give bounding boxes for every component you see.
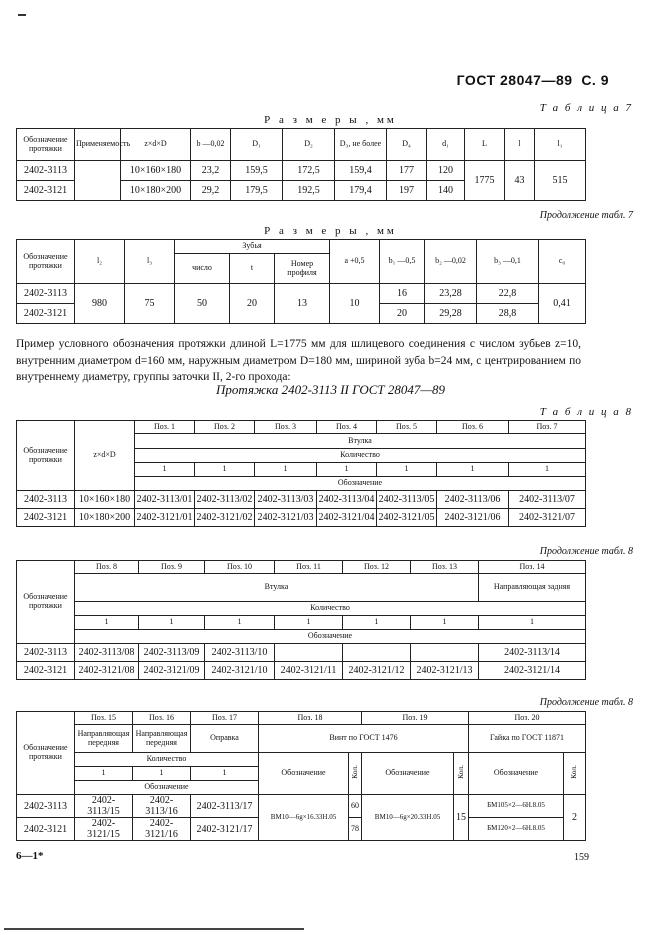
t7-r1-c9: 1775	[465, 161, 505, 201]
standard-code: ГОСТ 28047—89	[456, 72, 573, 88]
t8b-q9: 1	[139, 616, 205, 630]
t7b-r1-c9: 22,8	[477, 284, 539, 304]
t8-q1: 1	[135, 463, 195, 477]
t8-pos4: Поз. 4	[317, 421, 377, 434]
t8c-pos20: Поз. 20	[469, 712, 586, 725]
page-label: С. 9	[581, 72, 609, 88]
t8-h-zdd: z×d×D	[75, 421, 135, 491]
t7-h-d1small: d₁	[427, 129, 465, 161]
t7-h-zdd: z×d×D	[121, 129, 191, 161]
t8c-r1-kol18: 60	[349, 795, 362, 818]
t7-r2-c6: 179,4	[335, 181, 387, 201]
t8-r1-c0: 2402-3113	[17, 491, 75, 509]
t7-r2-c4: 179,5	[231, 181, 283, 201]
t7-r1-c10: 43	[505, 161, 535, 201]
t7b-r1-c3: 50	[175, 284, 230, 324]
t8b-q14: 1	[479, 616, 586, 630]
t8b-q10: 1	[205, 616, 275, 630]
table-7	[16, 128, 586, 201]
t8b-label: Продолжение табл. 8	[539, 546, 633, 557]
t7-h-l: l	[505, 129, 535, 161]
t8b-r1-c5	[343, 644, 411, 662]
t8c-qty-h: Количество	[75, 753, 259, 767]
t7-r1-c8: 120	[427, 161, 465, 181]
t8b-pos14: Поз. 14	[479, 561, 586, 574]
t8-pos1: Поз. 1	[135, 421, 195, 434]
example-designation: Протяжка 2402-3113 II ГОСТ 28047—89	[216, 382, 445, 397]
t8c-h15: Направляющая передняя	[75, 725, 133, 753]
page-number: 159	[574, 852, 589, 863]
t8c-r2-nut: БМ120×2—6Н.8.05	[469, 818, 564, 841]
t8c-sub-oboz19: Обозначение	[362, 753, 454, 795]
t8c-q17: 1	[191, 767, 259, 781]
t8c-h18: Винт по ГОСТ 1476	[259, 725, 469, 753]
t8-vtulka: Втулка	[135, 434, 586, 449]
t8-r2-c5: 2402-3121/04	[317, 509, 377, 527]
t8c-sub-oboz20: Обозначение	[469, 753, 564, 795]
t8b-oboz: Обозначение	[75, 630, 586, 644]
t7b-h-b1: b₁ —0,5	[380, 240, 425, 284]
t7b-h-profile: Номер профиля	[275, 254, 330, 284]
t7b-r2-c0: 2402-3121	[17, 304, 75, 324]
table7-caption: Р а з м е р ы , мм	[264, 114, 397, 126]
footer-left: 6—1*	[16, 850, 44, 862]
t7b-r1-c2: 75	[125, 284, 175, 324]
t8-r1-c1: 10×160×180	[75, 491, 135, 509]
t8b-r2-c6: 2402-3121/13	[411, 662, 479, 680]
t8c-r1-c0: 2402-3113	[17, 795, 75, 818]
t8b-h-oboz: Обозначение протяжки	[17, 561, 75, 644]
t8-q7: 1	[509, 463, 586, 477]
t7-r1-c3: 23,2	[191, 161, 231, 181]
t8b-r2-c2: 2402-3121/09	[139, 662, 205, 680]
t7b-h-a: a +0,5	[330, 240, 380, 284]
t7b-r2-c8: 29,28	[425, 304, 477, 324]
t8c-r2-c3: 2402-3121/17	[191, 818, 259, 841]
t8b-q11: 1	[275, 616, 343, 630]
t8-r1-c6: 2402-3113/05	[377, 491, 437, 509]
t7-r2-c3: 29,2	[191, 181, 231, 201]
table7-label: Т а б л и ц а 7	[539, 102, 633, 114]
t8c-h17: Оправка	[191, 725, 259, 753]
table-8-cont-1	[16, 560, 586, 680]
t8-r2-c8: 2402-3121/07	[509, 509, 586, 527]
t8b-guide: Направляющая задняя	[479, 574, 586, 602]
t7-h-L: L	[465, 129, 505, 161]
t7b-r1-c0: 2402-3113	[17, 284, 75, 304]
t8c-pos17: Поз. 17	[191, 712, 259, 725]
t7-r2-c0: 2402-3121	[17, 181, 75, 201]
t8-r1-c4: 2402-3113/03	[255, 491, 317, 509]
t8c-screw19: ВМ10—6g×20.33Н.05	[362, 795, 454, 841]
t8c-sub-oboz18: Обозначение	[259, 753, 349, 795]
t8-r1-c8: 2402-3113/07	[509, 491, 586, 509]
t8-q3: 1	[255, 463, 317, 477]
t8c-h20: Гайка по ГОСТ 11871	[469, 725, 586, 753]
t8c-r2-c1: 2402-3121/15	[75, 818, 133, 841]
t7b-h-c: c₀	[539, 240, 586, 284]
t8-r2-c3: 2402-3121/02	[195, 509, 255, 527]
t8b-pos11: Поз. 11	[275, 561, 343, 574]
t8-r1-c3: 2402-3113/02	[195, 491, 255, 509]
t8c-label: Продолжение табл. 8	[539, 697, 633, 708]
t7-h-d2: D₂	[283, 129, 335, 161]
t7b-r1-c10: 0,41	[539, 284, 586, 324]
t8c-r1-kol20: 2	[564, 795, 586, 841]
t8b-r2-c0: 2402-3121	[17, 662, 75, 680]
t7b-h-b2: b₂ —0,02	[425, 240, 477, 284]
t7-r1-c6: 159,4	[335, 161, 387, 181]
table-8	[16, 420, 586, 527]
t8c-r2-kol18: 78	[349, 818, 362, 841]
t7-h-d1: D₁	[231, 129, 283, 161]
t8b-r2-c1: 2402-3121/08	[75, 662, 139, 680]
t7-r2-c7: 197	[387, 181, 427, 201]
t8c-q16: 1	[133, 767, 191, 781]
t8-pos7: Поз. 7	[509, 421, 586, 434]
t8b-r2-c3: 2402-3121/10	[205, 662, 275, 680]
t8-r2-c0: 2402-3121	[17, 509, 75, 527]
scan-mark	[18, 14, 26, 16]
t8-r2-c6: 2402-3121/05	[377, 509, 437, 527]
t8c-pos15: Поз. 15	[75, 712, 133, 725]
t8-pos5: Поз. 5	[377, 421, 437, 434]
t7-r1-c11: 515	[535, 161, 586, 201]
t7b-r1-c7: 16	[380, 284, 425, 304]
t8-q2: 1	[195, 463, 255, 477]
t8b-q12: 1	[343, 616, 411, 630]
t8-pos3: Поз. 3	[255, 421, 317, 434]
t7-r2-c8: 140	[427, 181, 465, 201]
t8c-screw18: ВМ10—6g×16.33Н.05	[259, 795, 349, 841]
t8c-sub-kol18: Кол.	[349, 765, 359, 780]
t7b-r1-c1: 980	[75, 284, 125, 324]
t8c-r2-c0: 2402-3121	[17, 818, 75, 841]
t7b-r2-c9: 28,8	[477, 304, 539, 324]
t8c-q15: 1	[75, 767, 133, 781]
t7-r2-c2: 10×180×200	[121, 181, 191, 201]
t8c-r1-c3: 2402-3113/17	[191, 795, 259, 818]
t8b-pos8: Поз. 8	[75, 561, 139, 574]
t8-r1-c5: 2402-3113/04	[317, 491, 377, 509]
t8c-h16: Направляющая передняя	[133, 725, 191, 753]
t7-h-b: b —0,02	[191, 129, 231, 161]
t8b-pos13: Поз. 13	[411, 561, 479, 574]
t8b-r1-c7: 2402-3113/14	[479, 644, 586, 662]
t8-r2-c7: 2402-3121/06	[437, 509, 509, 527]
t8-pos2: Поз. 2	[195, 421, 255, 434]
t8c-sub-kol20: Кол.	[569, 765, 579, 780]
t8-q4: 1	[317, 463, 377, 477]
example-paragraph: Пример условного обозначения протяжки длиной L=1775 мм для шлицевого соединения с числом зубьев z=10, внутренним диаметром d=160 мм, наружным диаметром D=180 мм, шириной зуба b=24 мм, с центрированием по внутреннему диаметру, группы заточки II, 2-го прохода:	[16, 338, 581, 384]
t8b-q8: 1	[75, 616, 139, 630]
t7b-h-count: число	[175, 254, 230, 284]
page-header	[457, 72, 609, 88]
t7-h-prim: Применяемость	[75, 129, 121, 161]
t8c-sub-kol19: Кол.	[455, 765, 465, 780]
t7-r1-c0: 2402-3113	[17, 161, 75, 181]
t8b-r1-c4	[275, 644, 343, 662]
t7b-h-teeth: Зубья	[175, 240, 330, 254]
t8-q6: 1	[437, 463, 509, 477]
t7b-r1-c4: 20	[230, 284, 275, 324]
t8b-r2-c7: 2402-3121/14	[479, 662, 586, 680]
scan-edge	[4, 928, 304, 930]
t8b-r2-c4: 2402-3121/11	[275, 662, 343, 680]
t7b-h-t: t	[230, 254, 275, 284]
t8b-pos12: Поз. 12	[343, 561, 411, 574]
t7-h-d4: D₄	[387, 129, 427, 161]
t8b-r1-c2: 2402-3113/09	[139, 644, 205, 662]
t8c-r1-nut: БМ105×2—6Н.8.05	[469, 795, 564, 818]
t8b-r1-c0: 2402-3113	[17, 644, 75, 662]
t8-pos6: Поз. 6	[437, 421, 509, 434]
t8c-r1-kol19: 15	[454, 795, 469, 841]
t8b-r1-c1: 2402-3113/08	[75, 644, 139, 662]
t8c-h-oboz: Обозначение протяжки	[17, 712, 75, 795]
t8c-kol18-cell	[349, 753, 362, 795]
t8-r1-c7: 2402-3113/06	[437, 491, 509, 509]
t7b-r1-c8: 23,28	[425, 284, 477, 304]
table8-label: Т а б л и ц а 8	[539, 406, 633, 418]
t7-r1-c7: 177	[387, 161, 427, 181]
table-8-cont-2	[16, 711, 586, 841]
t8-r2-c4: 2402-3121/03	[255, 509, 317, 527]
t8c-pos16: Поз. 16	[133, 712, 191, 725]
t8-q5: 1	[377, 463, 437, 477]
t8-h-oboz: Обозначение протяжки	[17, 421, 75, 491]
t8c-r1-c1: 2402-3113/15	[75, 795, 133, 818]
t8b-r2-c5: 2402-3121/12	[343, 662, 411, 680]
t8-r2-c1: 10×180×200	[75, 509, 135, 527]
t7-r1-c4: 159,5	[231, 161, 283, 181]
t8-oboz: Обозначение	[135, 477, 586, 491]
t8b-qty-h: Количество	[75, 602, 586, 616]
t8-r1-c2: 2402-3113/01	[135, 491, 195, 509]
t8c-pos19: Поз. 19	[362, 712, 469, 725]
t7b-h-l2: l₂	[75, 240, 125, 284]
t7b-h-l3: l₃	[125, 240, 175, 284]
t8c-r1-c2: 2402-3113/16	[133, 795, 191, 818]
t8c-oboz: Обозначение	[75, 781, 259, 795]
t7b-r1-c5: 13	[275, 284, 330, 324]
t7b-r1-c6: 10	[330, 284, 380, 324]
t7b-caption: Р а з м е р ы , мм	[264, 225, 397, 237]
t7-r2-c5: 192,5	[283, 181, 335, 201]
t8c-kol20-cell	[564, 753, 586, 795]
t8c-kol19-cell	[454, 753, 469, 795]
t8-qty-h: Количество	[135, 449, 586, 463]
t8c-r2-c2: 2402-3121/16	[133, 818, 191, 841]
t8b-vtulka: Втулка	[75, 574, 479, 602]
table-7-cont	[16, 239, 586, 324]
t8-r2-c2: 2402-3121/01	[135, 509, 195, 527]
t7b-h-b3: b₃ —0,1	[477, 240, 539, 284]
t7b-h-oboz: Обозначение протяжки	[17, 240, 75, 284]
t8c-pos18: Поз. 18	[259, 712, 362, 725]
t7b-r2-c7: 20	[380, 304, 425, 324]
t7-h-d3: D₃, не более	[335, 129, 387, 161]
t7-r1-c2: 10×160×180	[121, 161, 191, 181]
t7-h-oboz: Обозначение протяжки	[17, 129, 75, 161]
t8b-r1-c3: 2402-3113/10	[205, 644, 275, 662]
t7-r1-c1	[75, 161, 121, 201]
t7-h-l1: l₁	[535, 129, 586, 161]
t7-r1-c5: 172,5	[283, 161, 335, 181]
t7b-label: Продолжение табл. 7	[539, 210, 633, 221]
t8b-pos9: Поз. 9	[139, 561, 205, 574]
t8b-r1-c6	[411, 644, 479, 662]
t8b-pos10: Поз. 10	[205, 561, 275, 574]
t8b-q13: 1	[411, 616, 479, 630]
